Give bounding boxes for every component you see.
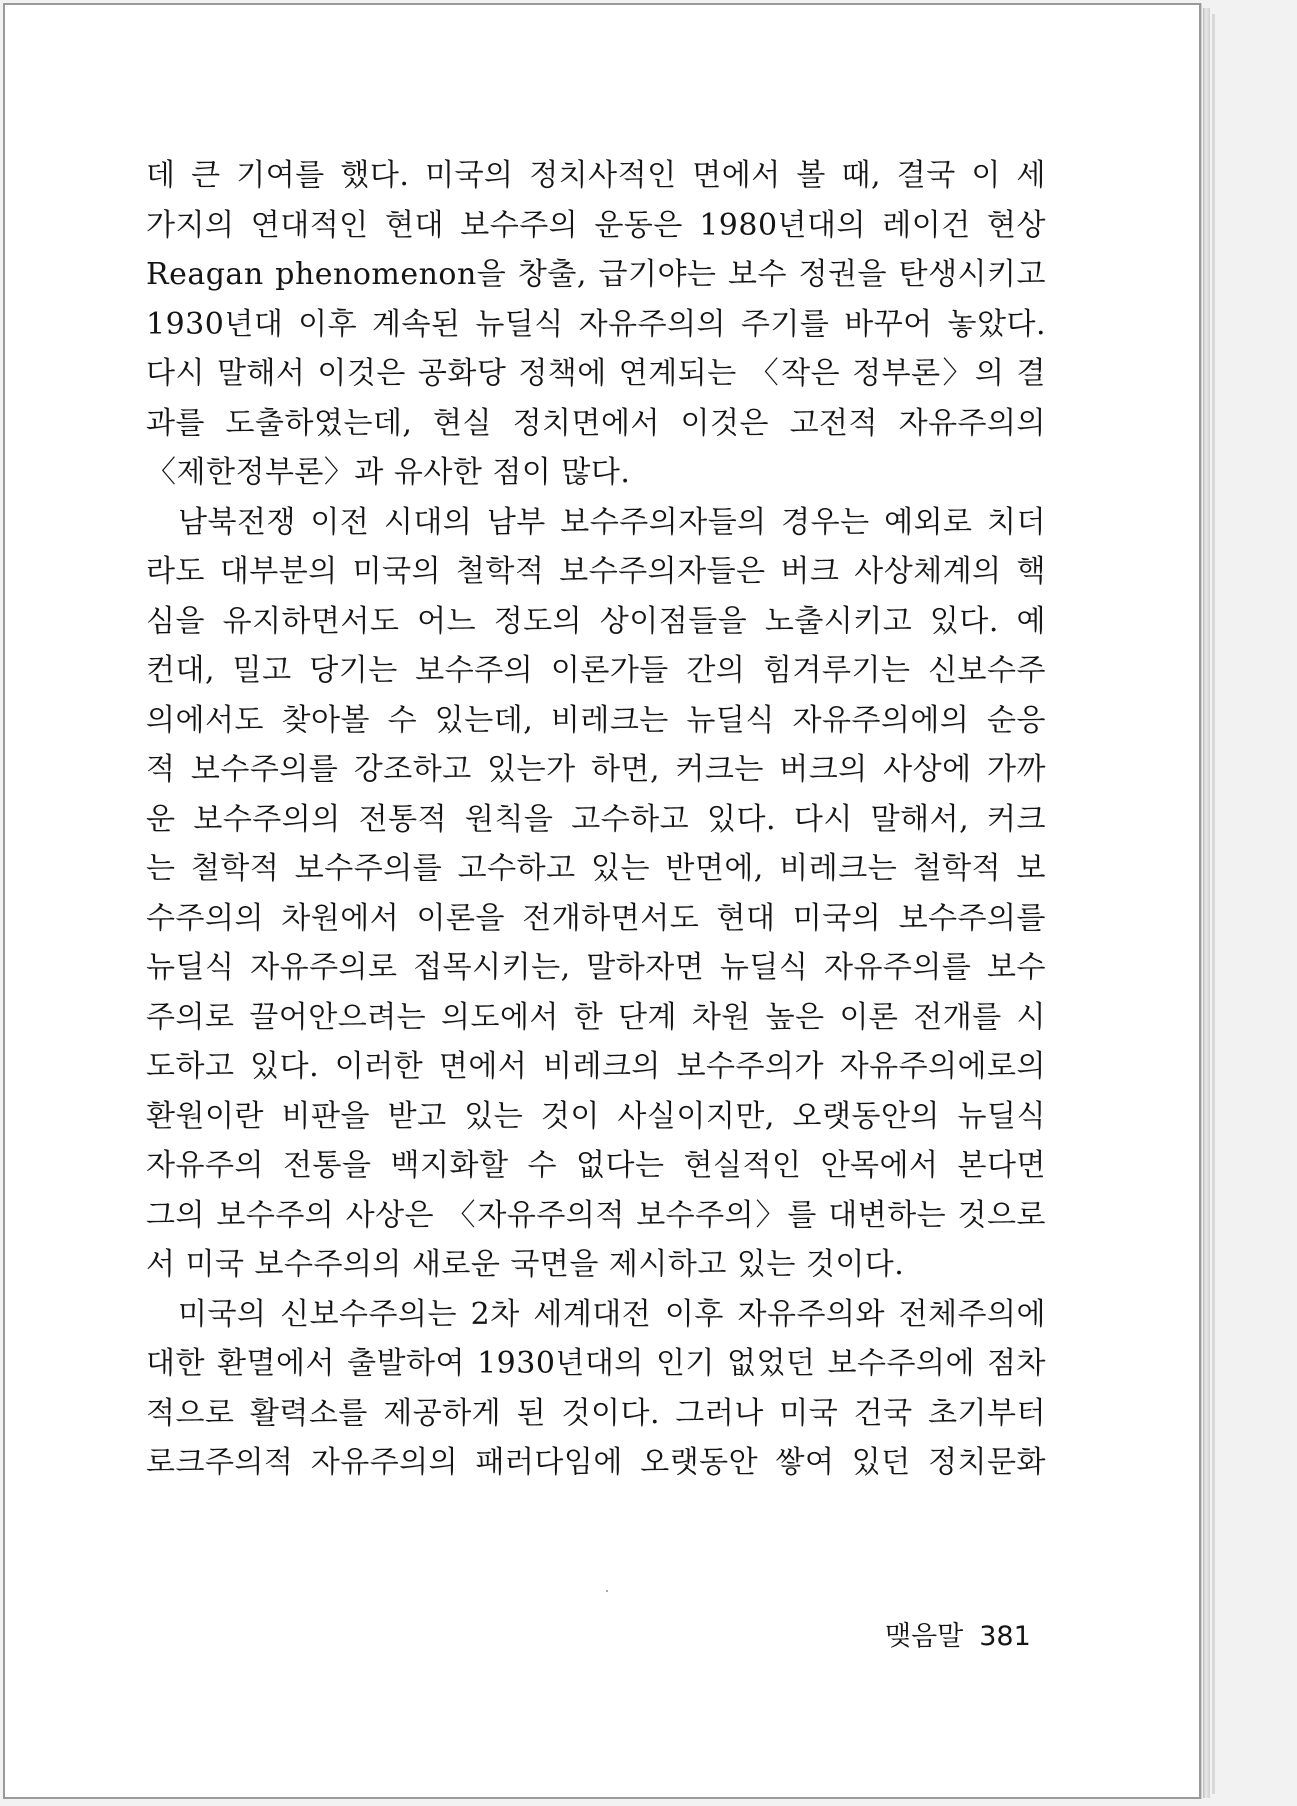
text-line: 컨대, 밀고 당기는 보수주의 이론가들 간의 힘겨루기는 신보수주 (146, 653, 1046, 688)
text-line: 적 보수주의를 강조하고 있는가 하면, 커크는 버크의 사상에 가까 (146, 752, 1046, 787)
text-line: 〈제한정부론〉과 유사한 점이 많다. (146, 455, 631, 490)
section-title: 맺음말 (885, 1621, 964, 1652)
text-line: 미국의 신보수주의는 2차 세계대전 이후 자유주의와 전체주의에 (178, 1296, 1046, 1332)
text-line: 그의 보수주의 사상은 〈자유주의적 보수주의〉를 대변하는 것으로 (146, 1197, 1046, 1233)
text-line: 다시 말해서 이것은 공화당 정책에 연계되는 〈작은 정부론〉의 결 (146, 356, 1046, 391)
text-line: 도하고 있다. 이러한 면에서 비레크의 보수주의가 자유주의에로의 (146, 1049, 1046, 1084)
text-line: 과를 도출하였는데, 현실 정치면에서 이것은 고전적 자유주의의 (146, 405, 1046, 441)
text-line: 심을 유지하면서도 어느 정도의 상이점들을 노출시키고 있다. 예 (146, 603, 1046, 639)
text-line: 로크주의적 자유주의의 패러다임에 오랫동안 쌓여 있던 정치문화 (146, 1445, 1046, 1480)
text-line: 가지의 연대적인 현대 보수주의 운동은 1980년대의 레이건 현상 (146, 207, 1046, 243)
text-line: 수주의의 차원에서 이론을 전개하면서도 현대 미국의 보수주의를 (146, 900, 1046, 936)
text-line: 환원이란 비판을 받고 있는 것이 사실이지만, 오랫동안의 뉴딜식 (146, 1098, 1046, 1134)
page-number: 381 (979, 1621, 1031, 1652)
page-footer (885, 1614, 1031, 1653)
page-edge-shadow (1212, 14, 1215, 1794)
text-line: 1930년대 이후 계속된 뉴딜식 자유주의의 주기를 바꾸어 놓았다. (146, 306, 1046, 342)
text-line: 대한 환멸에서 출발하여 1930년대의 인기 없었던 보수주의에 점차 (146, 1346, 1046, 1381)
book-page (3, 3, 1201, 1799)
text-line: 뉴딜식 자유주의로 접목시키는, 말하자면 뉴딜식 자유주의를 보수 (146, 950, 1046, 985)
text-line: 주의로 끌어안으려는 의도에서 한 단계 차원 높은 이론 전개를 시 (146, 999, 1046, 1035)
page-edge (1203, 8, 1210, 1798)
text-line: 의에서도 찾아볼 수 있는데, 비레크는 뉴딜식 자유주의에의 순응 (146, 702, 1046, 738)
text-line: 는 철학적 보수주의를 고수하고 있는 반면에, 비레크는 철학적 보 (146, 851, 1046, 886)
text-line: Reagan phenomenon을 창출, 급기야는 보수 정권을 탄생시키고 (146, 257, 1046, 292)
text-line: 적으로 활력소를 제공하게 된 것이다. 그러나 미국 건국 초기부터 (146, 1395, 1046, 1431)
page-speck (606, 1590, 608, 1592)
text-line: 데 큰 기여를 했다. 미국의 정치사적인 면에서 볼 때, 결국 이 세 (146, 158, 1046, 193)
text-line: 라도 대부분의 미국의 철학적 보수주의자들은 버크 사상체계의 핵 (146, 554, 1046, 589)
text-line: 서 미국 보수주의의 새로운 국면을 제시하고 있는 것이다. (146, 1247, 905, 1282)
text-line: 운 보수주의의 전통적 원칙을 고수하고 있다. 다시 말해서, 커크 (146, 801, 1046, 837)
text-line: 자유주의 전통을 백지화할 수 없다는 현실적인 안목에서 본다면 (146, 1148, 1046, 1183)
text-line: 남북전쟁 이전 시대의 남부 보수주의자들의 경우는 예외로 치더 (178, 504, 1046, 540)
body-text (146, 151, 1046, 1488)
